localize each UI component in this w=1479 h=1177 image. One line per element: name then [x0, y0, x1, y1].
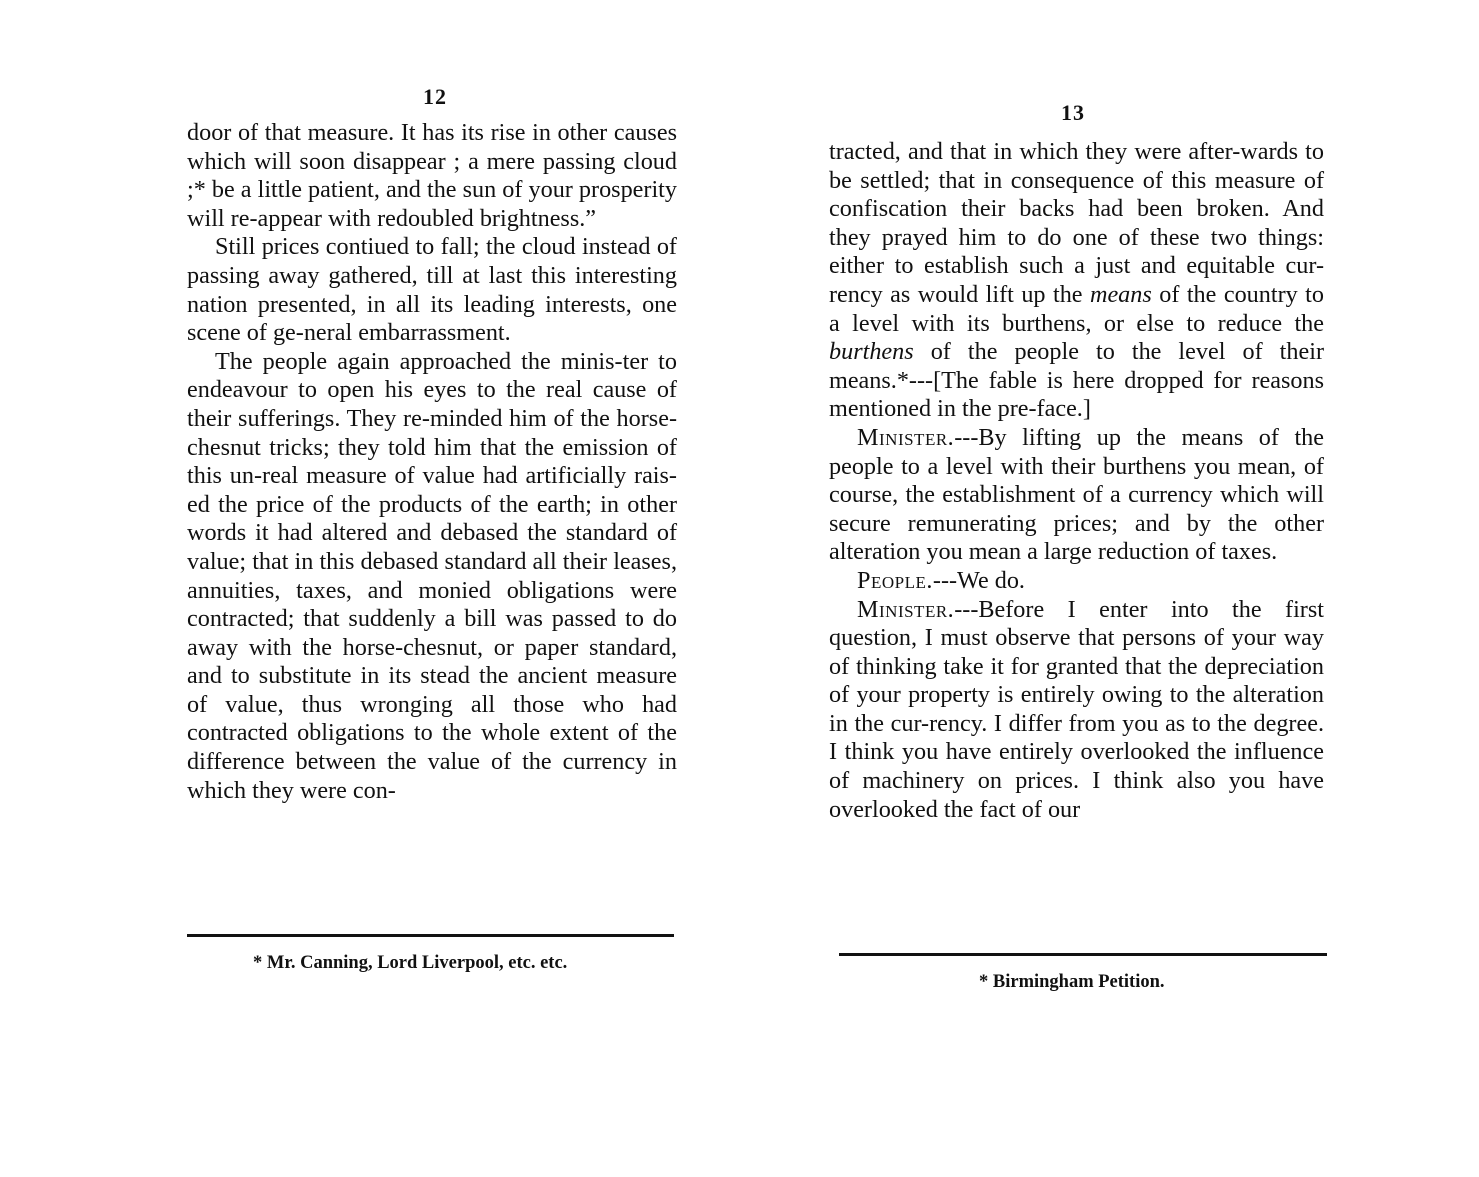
- text-run: of the country to a level with its burthens, or else to reduce the: [829, 280, 1324, 337]
- paragraph: The people again approached the minis-ter to endeavour to open his eyes to the real cause of their sufferings. They re-minded him of the horse-chesnut tricks; they told him that the emission of this un-real measure of value had artificially rais-ed the price of the products of the earth; in other words it had altered and debased the standard of value; that in this debased standard all their leases, annuities, taxes, and monied obligations were contracted; that suddenly a bill was passed to do away with the horse-chesnut, or paper standard, and to substitute in its stead the ancient measure of value, thus wronging all those who had contracted obligations to the whole extent of the difference between the value of the currency in which they were con-: [187, 347, 677, 804]
- dialogue-text: ---By lifting up the means of the people to a level with their burthens you mean, of course, the establishment of a currency which will secure remunerating prices; and by the other alteration you mean a large reduction of taxes.: [829, 423, 1324, 566]
- dialogue-text: ---Before I enter into the first question, I must observe that persons of your way of thinking take it for granted that the depreciation of your property is entirely owing to the alteration in the cur-rency. I differ from you as to the degree. I think you have entirely overlooked the influence of machinery on prices. I think also you have overlooked the fact of our: [829, 595, 1324, 823]
- paragraph: [829, 138, 1324, 424]
- page-number: 12: [423, 84, 447, 109]
- speaker-label: People.: [857, 566, 933, 594]
- paragraph: Still prices contiued to fall; the cloud instead of passing away gathered, till at last this interesting nation presented, in all its leading interests, one scene of ge-neral embarrassment.: [187, 233, 677, 347]
- page-body: [187, 119, 677, 805]
- footnote-rule: [187, 934, 674, 937]
- text-run: tracted, and that in which they were after-wards to be settled; that in consequence of this measure of confiscation their backs had been broken. And they prayed him to do one of these two things: either to establish such a just and equitable cur-rency as would lift up the: [829, 138, 1324, 308]
- footnote-rule: [839, 953, 1327, 956]
- emphasis: burthens: [829, 338, 914, 366]
- text-run: of the people to the level of their means.*---[The fable is here dropped for reasons mentioned in the pre-face.]: [829, 338, 1324, 423]
- page-body: [829, 138, 1324, 824]
- page-number: 13: [1061, 100, 1085, 125]
- footnote: * Birmingham Petition.: [979, 972, 1165, 992]
- footnote: * Mr. Canning, Lord Liverpool, etc. etc.: [253, 953, 568, 973]
- dialogue-paragraph: [829, 424, 1324, 567]
- speaker-label: Minister.: [857, 595, 955, 623]
- dialogue-paragraph: [829, 596, 1324, 825]
- dialogue-text: ---We do.: [932, 566, 1025, 594]
- speaker-label: Minister.: [857, 423, 955, 451]
- emphasis: means: [1089, 280, 1152, 308]
- dialogue-paragraph: [829, 567, 1324, 596]
- paragraph: door of that measure. It has its rise in other causes which will soon disappear ; a mere passing cloud ;* be a little patient, and the sun of your prosperity will re-appear with redoubled brightness.”: [187, 119, 677, 232]
